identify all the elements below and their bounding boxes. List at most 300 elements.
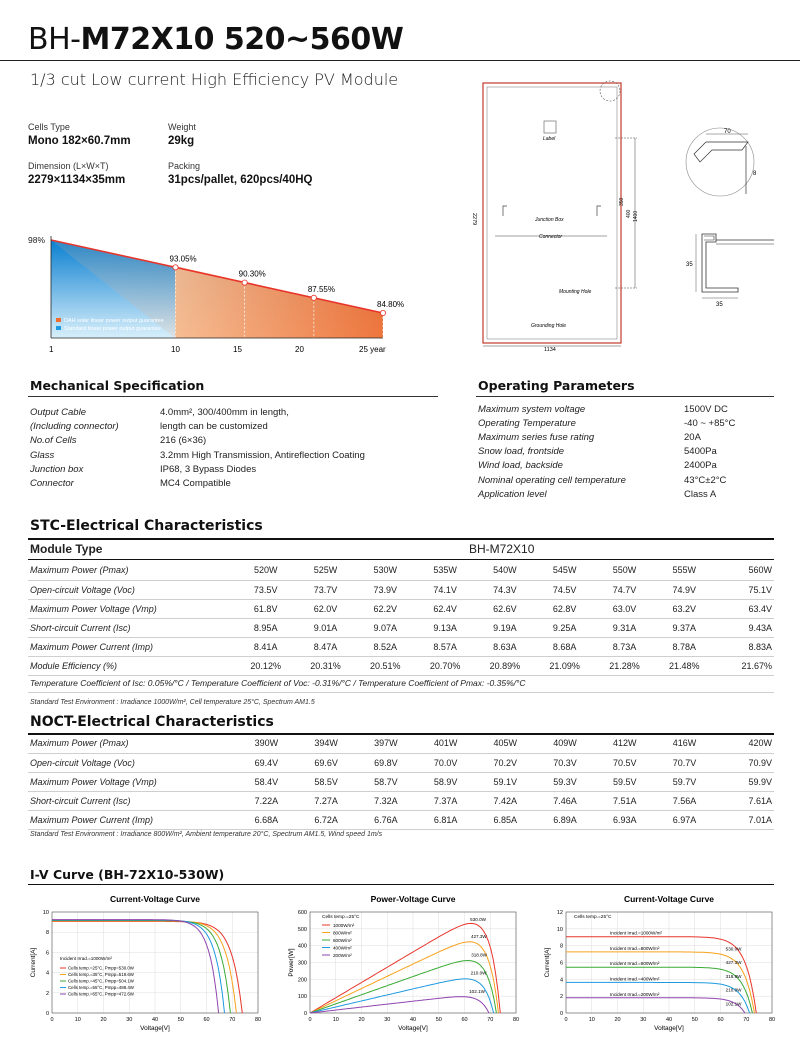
data-label: 102.1W <box>469 988 485 994</box>
table-row <box>28 810 774 829</box>
x-tick-label: 10 <box>588 1017 595 1023</box>
mech-value: 3.2mm High Transmission, Antireflection Coating <box>160 450 365 461</box>
data-label: 427.3W <box>725 960 742 966</box>
cell-value: 9.19A <box>475 618 535 637</box>
y-tick-label: 0 <box>303 1011 307 1017</box>
data-label: 318.8W <box>471 952 488 958</box>
row-label: Maximum Power (Pmax) <box>28 561 236 580</box>
cell-value: 73.7V <box>296 580 356 599</box>
cell-value: 409W <box>535 734 595 753</box>
x-tick-label: 0 <box>564 1017 568 1023</box>
chart-annotation: Cells temp.=25°C <box>574 915 612 920</box>
y-tick-label: 2 <box>45 990 49 997</box>
chart-title: Current-Voltage Curve <box>109 894 201 904</box>
cell-value: 70.0V <box>416 753 476 772</box>
op-label: Wind load, backside <box>478 460 563 471</box>
cell-value: 555W <box>654 561 714 580</box>
mech-label: Output Cable <box>30 407 86 418</box>
cell-value: 70.2V <box>475 753 535 772</box>
x-axis-label: Voltage[V] <box>654 1025 684 1032</box>
cell-value: 8.47A <box>296 637 356 656</box>
cell-value: 9.13A <box>415 618 475 637</box>
stc-note: Standard Test Environment : Irradiance 1000W/m², Cell temperature 25°C, Spectrum AM1.5 <box>30 699 315 706</box>
mech-row <box>30 450 365 461</box>
junction-box-text: Junction Box <box>535 217 564 223</box>
cell-value: 70.5V <box>595 753 655 772</box>
width-dim: 1134 <box>544 347 556 353</box>
x-tick-label: 20 <box>358 1017 365 1023</box>
x-tick-label: 60 <box>717 1017 724 1023</box>
x-tick-label: 80 <box>254 1017 262 1023</box>
cell-value: 62.6V <box>475 599 535 618</box>
y-tick-label: 200 <box>297 977 307 984</box>
x-tick-label: 30 <box>384 1017 391 1023</box>
cell-value: 9.37A <box>654 618 714 637</box>
cell-value: 9.43A <box>714 618 774 637</box>
cell-value: 520W <box>236 561 296 580</box>
y-tick-label: 0 <box>559 1011 563 1017</box>
mech-row <box>30 464 256 475</box>
op-value: 5400Pa <box>684 446 717 457</box>
cell-value: 7.01A <box>714 810 774 829</box>
data-label: 210.0W <box>470 970 487 976</box>
cell-value: 70.9V <box>714 753 774 772</box>
cell-value: 20.31% <box>296 656 356 675</box>
cell-value: 535W <box>415 561 475 580</box>
data-label: 530.0W <box>470 916 487 922</box>
cell-value: 8.68A <box>535 637 595 656</box>
op-value: 2400Pa <box>684 460 717 471</box>
cell-value: 390W <box>237 734 297 753</box>
cell-value: 58.7V <box>356 772 416 791</box>
cell-value: 7.51A <box>595 791 655 810</box>
x-tick-label: 20 <box>614 1017 621 1023</box>
cell-value: 7.42A <box>475 791 535 810</box>
y-tick-label: 500 <box>297 926 307 933</box>
x-tick-label: 60 <box>203 1017 210 1023</box>
stc-header-rule <box>28 559 774 560</box>
op-value: 20A <box>684 432 701 443</box>
y-tick-label: 4 <box>559 977 563 984</box>
y-tick-label: 100 <box>297 994 307 1001</box>
warranty-point <box>311 295 316 300</box>
y-tick-label: 8 <box>559 943 563 950</box>
cell-value: 9.31A <box>595 618 655 637</box>
warranty-point-label: 87.55% <box>307 284 335 294</box>
cell-value: 401W <box>416 734 476 753</box>
data-label: 427.3W <box>470 934 487 940</box>
cell-value: 8.41A <box>236 637 296 656</box>
row-label: Maximum Power Current (Imp) <box>28 637 236 656</box>
iv-chart-temperature <box>26 888 266 1043</box>
cell-value: 58.4V <box>237 772 297 791</box>
mech-value: MC4 Compatible <box>160 478 231 489</box>
cell-value: 6.97A <box>655 810 715 829</box>
mech-label: Connector <box>30 478 74 489</box>
op-row <box>478 460 717 471</box>
row-label: Maximum Power Current (Imp) <box>28 810 237 829</box>
title-underline <box>0 60 800 61</box>
legend-entry: Cells temp.=65°C, Pmpp=472.6W <box>68 991 134 997</box>
cell-value: 6.68A <box>237 810 297 829</box>
cell-value: 9.01A <box>296 618 356 637</box>
spec-value: 2279×1134×35mm <box>28 174 126 186</box>
cell-value: 58.5V <box>296 772 356 791</box>
cell-value: 74.5V <box>535 580 595 599</box>
connector-text: Connector <box>539 234 563 240</box>
cell-value: 540W <box>475 561 535 580</box>
cell-value: 74.1V <box>415 580 475 599</box>
stc-title: STC-Electrical Characteristics <box>30 518 263 534</box>
cell-value: 397W <box>356 734 416 753</box>
op-value: 1500V DC <box>684 404 728 415</box>
cell-value: 21.28% <box>595 656 655 675</box>
mech-label: Glass <box>30 450 55 461</box>
cell-value: 7.32A <box>356 791 416 810</box>
spec-weight <box>168 122 196 147</box>
table-row <box>28 656 774 675</box>
mech-value: 216 (6×36) <box>160 435 207 446</box>
table-row <box>28 753 774 772</box>
cell-value: 59.5V <box>595 772 655 791</box>
title-prefix: BH- <box>28 22 81 57</box>
cell-value: 7.27A <box>296 791 356 810</box>
operating-title: Operating Parameters <box>478 378 635 393</box>
series-label: Incident Irrad.=1000W/m² <box>610 930 662 936</box>
data-label: 210.0W <box>725 987 742 993</box>
warranty-point <box>173 265 178 270</box>
chart-annotation: Incident Irrad.=1000W/m² <box>60 956 112 961</box>
cell-value: 74.3V <box>475 580 535 599</box>
cell-value: 6.76A <box>356 810 416 829</box>
cell-value: 6.85A <box>475 810 535 829</box>
op-row <box>478 475 726 486</box>
row-label: Module Efficiency (%) <box>28 656 236 675</box>
stc-top-rule <box>28 538 774 540</box>
chart-annotation: Cells temp.=25°C <box>322 915 360 920</box>
mech-value: IP68, 3 Bypass Diodes <box>160 464 257 475</box>
x-tick-label: 10 <box>171 345 180 354</box>
op-row <box>478 446 717 457</box>
row-label: Short-circuit Current (Isc) <box>28 618 236 637</box>
row-label: Open-circuit Voltage (Voc) <box>28 753 237 772</box>
table-row <box>28 580 774 599</box>
op-label: Snow load, frontside <box>478 446 565 457</box>
title-main: M72X10 520~560W <box>80 22 404 57</box>
spec-label: Dimension (L×W×T) <box>28 161 109 171</box>
cell-value: 8.83A <box>714 637 774 656</box>
cell-value: 394W <box>296 734 356 753</box>
data-label: 102.1W <box>725 1001 742 1007</box>
table-row <box>28 599 774 618</box>
detail-top-dim: 70 <box>724 129 731 135</box>
series-label: Incident Irrad.=600W/m² <box>610 961 660 967</box>
cell-value: 560W <box>714 561 774 580</box>
warranty-point <box>380 310 385 315</box>
profile-h-dim: 35 <box>686 262 693 268</box>
cell-value: 20.70% <box>415 656 475 675</box>
cell-value: 8.73A <box>595 637 655 656</box>
data-label: 318.8W <box>725 973 742 979</box>
cell-value: 69.4V <box>237 753 297 772</box>
x-tick-label: 30 <box>640 1017 647 1023</box>
cell-value: 21.48% <box>654 656 714 675</box>
mechanical-title: Mechanical Specification <box>30 378 205 393</box>
spec-value: 29kg <box>168 135 195 147</box>
y-tick-label: 0 <box>45 1011 49 1017</box>
warranty-point-label: 93.05% <box>169 254 197 264</box>
op-row <box>478 489 716 500</box>
cell-value: 416W <box>655 734 715 753</box>
x-tick-label: 80 <box>512 1017 520 1023</box>
cell-value: 58.9V <box>416 772 476 791</box>
x-tick-label: 25 year <box>359 345 386 354</box>
cell-value: 412W <box>595 734 655 753</box>
series-label: Incident Irrad.=200W/m² <box>610 991 660 997</box>
cell-value: 8.78A <box>654 637 714 656</box>
x-tick-label: 80 <box>768 1017 776 1023</box>
series-line <box>566 967 752 1013</box>
profile-w-dim: 35 <box>716 302 723 308</box>
dim-small: 400 <box>626 209 632 218</box>
legend-entry: 400W/m² <box>333 945 352 951</box>
table-row <box>28 637 774 656</box>
cell-value: 59.1V <box>475 772 535 791</box>
temp-coefficients: Temperature Coefficient of Isc: 0.05%/°C / Temperature Coefficient of Voc: -0.31%/°C / Temperature Coefficient of Pmax: -0.35%/°C <box>30 678 526 688</box>
x-tick-label: 1 <box>49 345 54 354</box>
x-tick-label: 10 <box>332 1017 339 1023</box>
table-row <box>28 734 774 753</box>
cell-value: 74.9V <box>654 580 714 599</box>
x-tick-label: 40 <box>151 1017 159 1023</box>
series-label: Incident Irrad.=800W/m² <box>610 945 660 951</box>
cell-value: 61.8V <box>236 599 296 618</box>
grounding-hole-text: Grounding Hole <box>531 323 567 329</box>
legend-standard: Standard linear power output guarantee <box>64 326 161 332</box>
start-label: 98% <box>28 235 46 245</box>
legend-entry: 800W/m² <box>333 930 352 936</box>
warranty-point-label: 84.80% <box>377 300 405 309</box>
legend-entry: Cells temp.=45°C, Pmpp=504.1W <box>68 978 134 984</box>
data-label: 530.0W <box>725 946 742 952</box>
cell-value: 63.2V <box>654 599 714 618</box>
mounting-hole-text: Mounting Hole <box>559 289 592 295</box>
cell-value: 7.46A <box>535 791 595 810</box>
cell-value: 21.67% <box>714 656 774 675</box>
mech-row <box>30 421 268 432</box>
dim-small: 350 <box>619 197 625 206</box>
module-drawing <box>455 78 640 368</box>
legend-entry: 1000W/m² <box>333 923 355 928</box>
op-label: Maximum system voltage <box>478 404 586 415</box>
cell-value: 63.4V <box>714 599 774 618</box>
x-tick-label: 70 <box>487 1017 494 1023</box>
row-label: Maximum Power Voltage (Vmp) <box>28 772 237 791</box>
y-tick-label: 400 <box>297 943 307 950</box>
x-tick-label: 40 <box>665 1017 673 1023</box>
op-value: 43°C±2°C <box>684 475 727 486</box>
x-tick-label: 20 <box>295 345 304 354</box>
warranty-chart <box>25 228 405 358</box>
op-row <box>478 432 701 443</box>
table-row <box>28 561 774 580</box>
frame-profile <box>682 228 782 308</box>
cell-value: 8.63A <box>475 637 535 656</box>
noct-table <box>28 734 774 830</box>
cell-value: 405W <box>475 734 535 753</box>
cell-value: 59.7V <box>655 772 715 791</box>
x-tick-label: 50 <box>177 1017 184 1023</box>
cell-value: 7.22A <box>237 791 297 810</box>
row-label: Short-circuit Current (Isc) <box>28 791 237 810</box>
cell-value: 550W <box>595 561 655 580</box>
row-label: Maximum Power Voltage (Vmp) <box>28 599 236 618</box>
dah-gain-area-right <box>175 266 383 338</box>
cell-value: 69.8V <box>356 753 416 772</box>
legend-entry: Cells temp.=25°C, Pmpp=530.0W <box>68 965 134 971</box>
x-tick-label: 60 <box>461 1017 468 1023</box>
spec-value: 31pcs/pallet, 620pcs/40HQ <box>168 174 313 186</box>
cell-value: 62.2V <box>355 599 415 618</box>
cell-value: 7.61A <box>714 791 774 810</box>
series-line <box>566 998 745 1013</box>
legend-swatch-standard <box>56 326 61 330</box>
op-row <box>478 418 735 429</box>
legend-entry: Cells temp.=55°C, Pmpp=488.4W <box>68 985 134 990</box>
spec-label: Cells Type <box>28 122 70 132</box>
module-type-label: Module Type <box>30 542 103 556</box>
cell-value: 20.51% <box>355 656 415 675</box>
mech-label: (Including connector) <box>30 421 119 432</box>
module-type-value: BH-M72X10 <box>469 542 535 556</box>
legend-entry: 200W/m² <box>333 953 352 958</box>
cell-value: 59.9V <box>714 772 774 791</box>
cell-value: 63.0V <box>595 599 655 618</box>
cell-value: 8.95A <box>236 618 296 637</box>
profile-shape <box>702 234 738 292</box>
x-tick-label: 0 <box>50 1017 54 1023</box>
cell-value: 8.57A <box>415 637 475 656</box>
row-label: Open-circuit Voltage (Voc) <box>28 580 236 599</box>
x-tick-label: 50 <box>435 1017 442 1023</box>
x-tick-label: 0 <box>308 1017 312 1023</box>
cell-value: 62.4V <box>415 599 475 618</box>
mech-value: length can be customized <box>160 421 268 432</box>
stc-table <box>28 561 774 676</box>
y-axis-label: Current[A] <box>30 947 37 978</box>
cell-value: 20.89% <box>475 656 535 675</box>
cell-value: 20.12% <box>236 656 296 675</box>
op-label: Nominal operating cell temperature <box>478 475 626 486</box>
legend-dah: DAH solar linear power output guarantee <box>64 318 164 324</box>
row-label: Maximum Power (Pmax) <box>28 734 237 753</box>
x-tick-label: 30 <box>126 1017 133 1023</box>
module-frame-outer <box>483 83 621 343</box>
cell-value: 59.3V <box>535 772 595 791</box>
label-box <box>544 121 556 133</box>
x-tick-label: 20 <box>100 1017 107 1023</box>
cell-value: 75.1V <box>714 580 774 599</box>
spec-label: Weight <box>168 122 196 132</box>
x-tick-label: 15 <box>233 345 242 354</box>
series-label: Incident Irrad.=400W/m² <box>610 976 660 982</box>
corner-detail <box>682 124 782 204</box>
cell-value: 525W <box>296 561 356 580</box>
detail-side-dim: 8 <box>753 171 757 177</box>
y-tick-label: 12 <box>556 910 563 916</box>
table-row <box>28 772 774 791</box>
pv-chart-irradiance <box>284 888 524 1043</box>
legend-entry: 600W/m² <box>333 938 352 943</box>
op-value: Class A <box>684 489 717 500</box>
cell-value: 74.7V <box>595 580 655 599</box>
cell-value: 70.3V <box>535 753 595 772</box>
x-axis-label: Voltage[V] <box>140 1025 170 1032</box>
spec-packing <box>168 161 312 186</box>
y-tick-label: 6 <box>559 960 563 967</box>
y-tick-label: 8 <box>45 930 49 937</box>
profile-inner <box>704 236 714 240</box>
y-tick-label: 300 <box>297 960 307 967</box>
cell-value: 8.52A <box>355 637 415 656</box>
chart-title: Current-Voltage Curve <box>623 894 715 904</box>
iv-title: I-V Curve (BH-72X10-530W) <box>30 867 225 882</box>
mech-value: 4.0mm², 300/400mm in length, <box>160 407 289 418</box>
x-tick-label: 40 <box>409 1017 417 1023</box>
chart-title: Power-Voltage Curve <box>370 894 456 904</box>
cell-value: 6.72A <box>296 810 356 829</box>
product-subtitle: 1/3 cut Low current High Efficiency PV Module <box>30 70 399 89</box>
y-tick-label: 2 <box>559 994 563 1001</box>
op-label: Operating Temperature <box>478 418 576 429</box>
dim-small: 1400 <box>633 210 639 222</box>
spec-value: Mono 182×60.7mm <box>28 135 131 147</box>
mech-row <box>30 435 206 446</box>
cell-value: 69.6V <box>296 753 356 772</box>
cell-value: 21.09% <box>535 656 595 675</box>
cell-value: 420W <box>714 734 774 753</box>
cell-value: 6.89A <box>535 810 595 829</box>
cell-value: 73.5V <box>236 580 296 599</box>
y-axis-label: Power[W] <box>288 948 295 977</box>
mech-row <box>30 478 231 489</box>
spec-label: Packing <box>168 161 201 171</box>
y-tick-label: 10 <box>42 910 49 916</box>
y-tick-label: 10 <box>556 926 563 933</box>
spec-cells-type <box>28 122 131 147</box>
cell-value: 7.56A <box>655 791 715 810</box>
op-row <box>478 404 728 415</box>
cell-value: 70.7V <box>655 753 715 772</box>
op-value: -40 ~ +85°C <box>684 418 736 429</box>
cell-value: 73.9V <box>355 580 415 599</box>
series-line <box>310 997 489 1013</box>
cell-value: 62.8V <box>535 599 595 618</box>
cell-value: 530W <box>355 561 415 580</box>
cell-value: 7.37A <box>416 791 476 810</box>
cell-value: 6.93A <box>595 810 655 829</box>
op-label: Maximum series fuse rating <box>478 432 595 443</box>
mech-label: No.of Cells <box>30 435 77 446</box>
operating-rule <box>476 396 774 397</box>
cell-value: 62.0V <box>296 599 356 618</box>
table-row <box>28 791 774 810</box>
warranty-point <box>242 280 247 285</box>
junction-box-cables <box>503 206 601 216</box>
y-tick-label: 6 <box>45 950 49 957</box>
y-tick-label: 4 <box>45 970 49 977</box>
corner-frame <box>694 142 748 162</box>
